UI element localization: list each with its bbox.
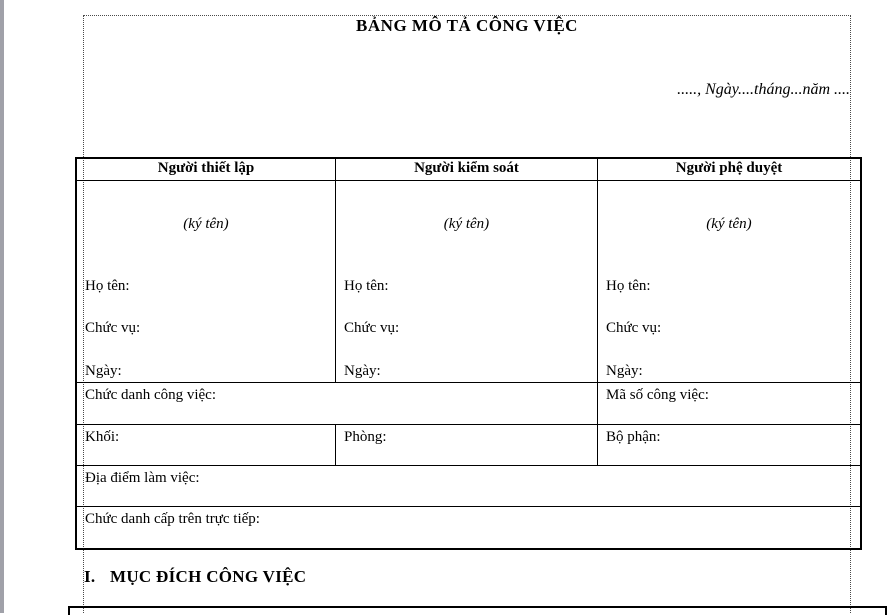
date-placeholder-line: ....., Ngày....tháng...năm .... — [677, 81, 850, 98]
window-edge-strip — [0, 0, 4, 613]
position-label: Chức vụ: — [85, 320, 141, 336]
name-label: Họ tên: — [85, 278, 130, 294]
signature-cell-approver — [598, 181, 860, 383]
position-label: Chức vụ: — [606, 320, 662, 336]
name-label: Họ tên: — [344, 278, 389, 294]
position-label: Chức vụ: — [344, 320, 400, 336]
name-label: Họ tên: — [606, 278, 651, 294]
date-label: Ngày: — [344, 363, 381, 379]
signature-cell-controller — [336, 181, 598, 383]
header-controller: Người kiểm soát — [336, 159, 598, 181]
header-creator: Người thiết lập — [77, 159, 336, 181]
job-code-cell: Mã số công việc: — [598, 383, 860, 425]
sign-note: (ký tên) — [443, 216, 490, 232]
sign-note: (ký tên) — [706, 216, 752, 232]
block-cell: Khối: — [77, 425, 336, 466]
signature-cell-creator — [77, 181, 336, 383]
division-cell: Bộ phận: — [598, 425, 860, 466]
header-approver: Người phệ duyệt — [598, 159, 860, 181]
room-cell: Phòng: — [336, 425, 598, 466]
approval-signature-table — [75, 157, 862, 550]
next-table-top-edge — [68, 606, 887, 615]
section-title: MỤC ĐÍCH CÔNG VIỆC — [110, 567, 307, 586]
sign-note: (ký tên) — [183, 216, 229, 232]
section-numeral: I. — [84, 567, 96, 586]
work-location-cell: Địa điểm làm việc: — [77, 466, 860, 507]
date-label: Ngày: — [85, 363, 122, 379]
date-label: Ngày: — [606, 363, 643, 379]
section-heading — [84, 567, 306, 587]
direct-supervisor-cell: Chức danh cấp trên trực tiếp: — [85, 511, 260, 527]
page-title: BẢNG MÔ TẢ CÔNG VIỆC — [356, 16, 578, 35]
job-title-cell: Chức danh công việc: — [77, 383, 598, 425]
